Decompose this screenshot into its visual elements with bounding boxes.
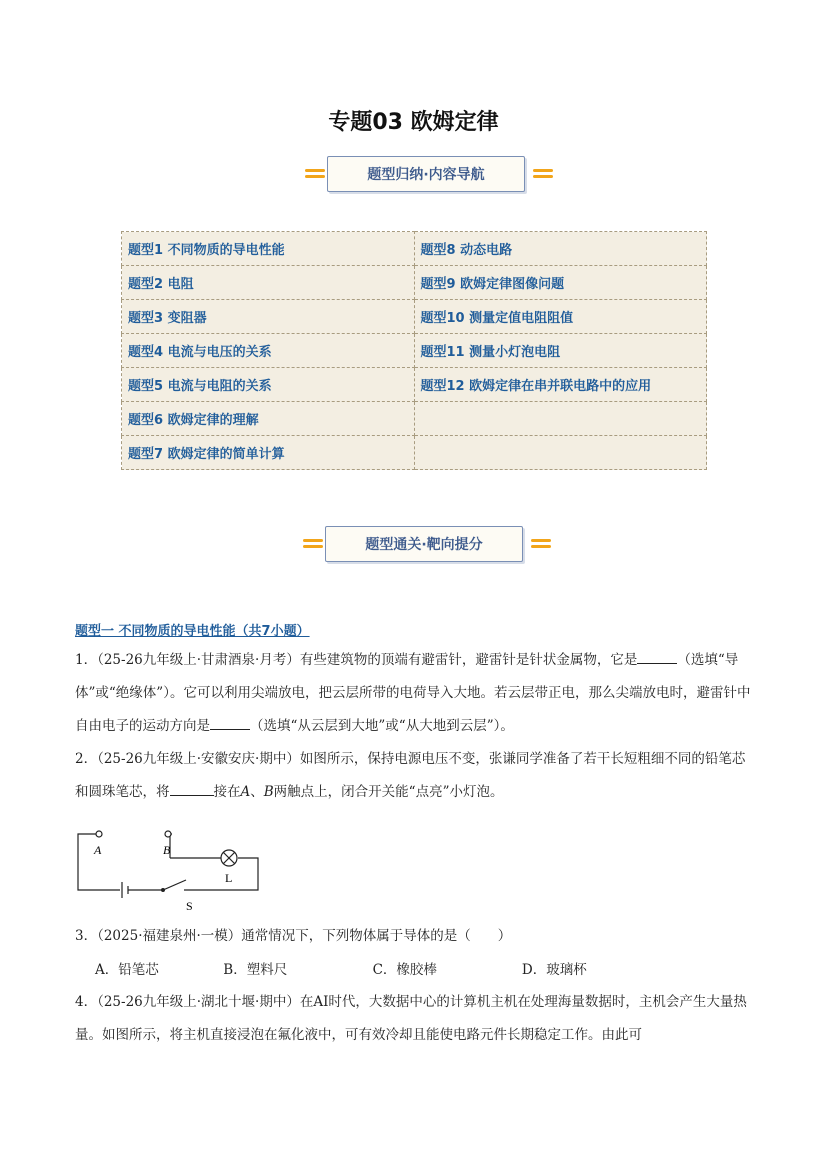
section-heading: 题型一 不同物质的导电性能（共7小题） [75,624,310,639]
answer-blank[interactable] [637,649,677,664]
nav-item[interactable]: 题型5 电流与电阻的关系 [122,368,415,402]
question-3-options [95,958,587,978]
question-text: 接在 [213,784,241,800]
nav-item[interactable]: 题型12 欧姆定律在串并联电路中的应用 [414,368,707,402]
nav-item-empty [414,436,707,470]
nav-item[interactable]: 题型10 测量定值电阻阻值 [414,300,707,334]
banner-nav-label: 题型归纳·内容导航 [327,156,525,192]
terminal-a [96,831,102,837]
question-3 [75,920,755,953]
circuit-diagram [72,822,272,922]
label-a: A [94,843,102,857]
label-s: S [186,899,193,913]
decor-icon-left [305,167,327,181]
banner-nav [305,157,555,191]
banner-practice-label: 题型通关·靶向提分 [325,526,523,562]
nav-item[interactable]: 题型2 电阻 [122,266,415,300]
terminal-b [165,831,171,837]
question-text: 3．（2025·福建泉州·一模）通常情况下，下列物体属于导体的是（ ） [75,928,512,944]
page-title: 专题03 欧姆定律 [328,110,499,135]
question-2 [75,743,755,809]
nav-item[interactable]: 题型9 欧姆定律图像问题 [414,266,707,300]
option-c[interactable]: C．橡胶棒 [372,962,437,978]
question-text: 1．（25-26九年级上·甘肃酒泉·月考）有些建筑物的顶端有避雷针，避雷针是针状金属物，它是 [75,652,638,668]
question-text: 2．（25-26九年级上·安徽安庆·期中）如图所示，保持电源电压不变，张谦同学准备了若干长短粗细不同的铅笔芯和圆珠笔芯，将 [75,751,746,800]
point-a-label: A [240,784,251,800]
question-1 [75,644,755,743]
banner-practice [303,527,553,561]
separator: 、 [250,784,264,800]
switch-blade [163,880,186,890]
question-text: 4．（25-26九年级上·湖北十堰·期中）在AI时代，大数据中心的计算机主机在处理海量数据时，主机会产生大量热量。如图所示，将主机直接浸泡在氟化液中，可有效冷却且能使电路元件长期稳定工作。由此可 [75,994,747,1043]
question-text: （选填“从云层到大地”或“从大地到云层”）。 [250,718,514,734]
answer-blank[interactable] [170,781,214,796]
point-b-label: B [263,784,274,800]
question-text: 两触点上，闭合开关能“点亮”小灯泡。 [273,784,504,800]
nav-item[interactable]: 题型1 不同物质的导电性能 [122,232,415,266]
nav-item[interactable]: 题型11 测量小灯泡电阻 [414,334,707,368]
nav-item[interactable]: 题型6 欧姆定律的理解 [122,402,415,436]
navigation-table [121,231,707,470]
label-b: B [163,843,171,857]
nav-item[interactable]: 题型8 动态电路 [414,232,707,266]
decor-icon-right [531,537,553,551]
option-b[interactable]: B．塑料尺 [223,962,288,978]
wire-left [78,858,120,890]
wire-bottom-right [184,858,258,890]
question-text: （选填“导体”或“绝缘体”）。它可以利用尖端放电，把云层所带的电荷导入大地。若云层带正电，那么尖端放电时，避雷针中自由电子的运动方向是 [75,652,751,734]
answer-blank[interactable] [210,715,250,730]
label-l: L [225,871,233,885]
nav-item[interactable]: 题型4 电流与电压的关系 [122,334,415,368]
nav-item-empty [414,402,707,436]
decor-icon-right [533,167,555,181]
nav-item[interactable]: 题型7 欧姆定律的简单计算 [122,436,415,470]
decor-icon-left [303,537,325,551]
option-a[interactable]: A．铅笔芯 [95,962,159,978]
nav-item[interactable]: 题型3 变阻器 [122,300,415,334]
option-d[interactable]: D．玻璃杯 [521,962,587,978]
question-4 [75,986,755,1052]
